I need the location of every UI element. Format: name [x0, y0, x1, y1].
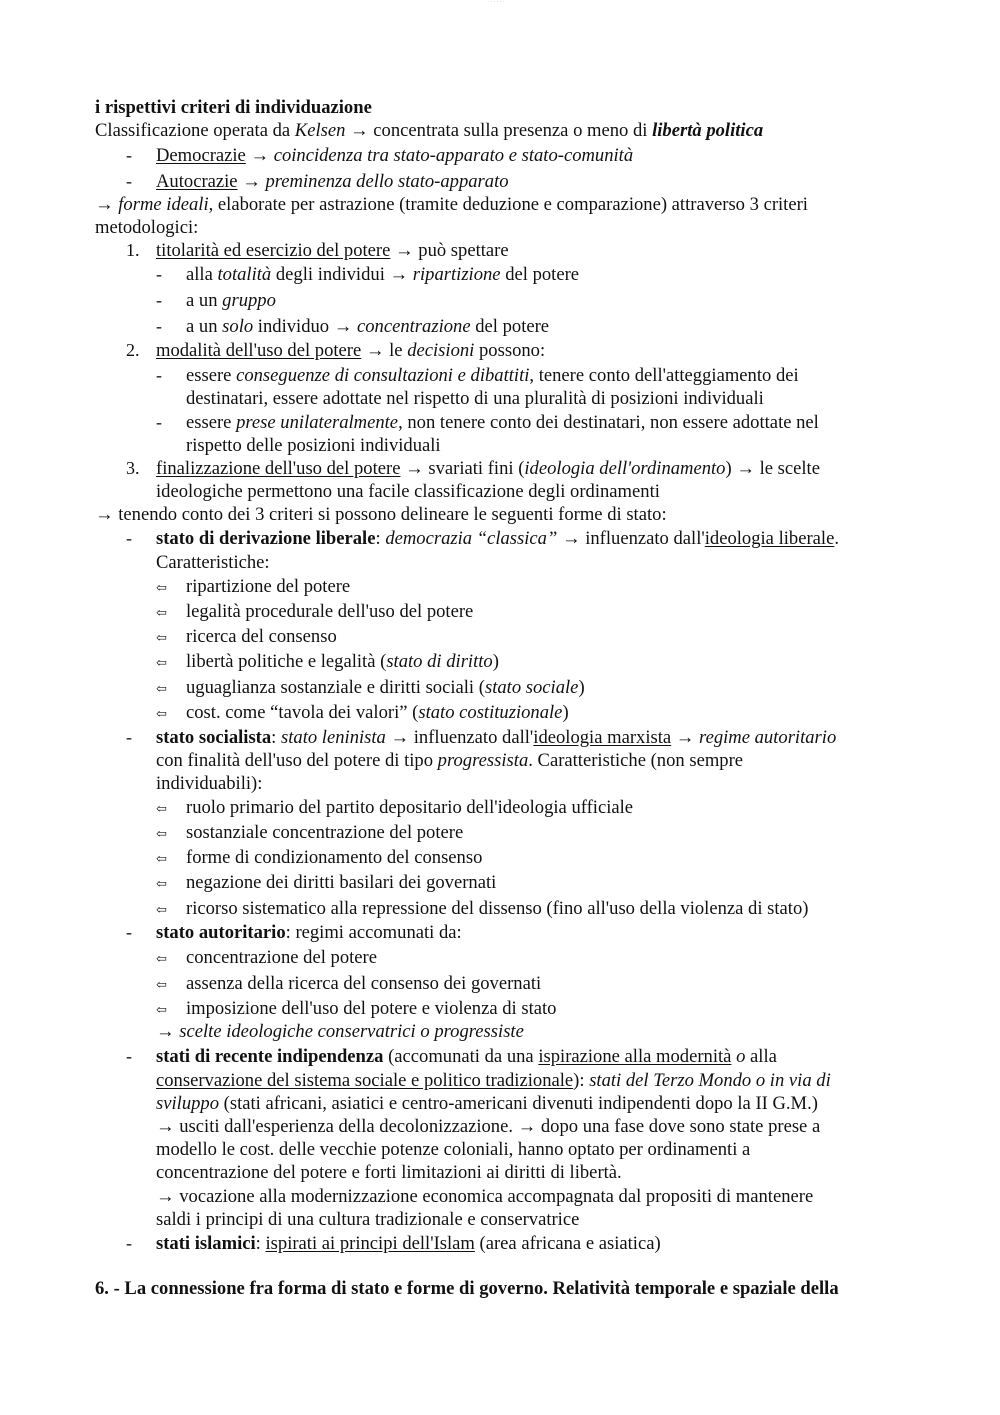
text-line	[156, 1138, 750, 1161]
text-segment: alla	[745, 1046, 777, 1067]
text-segment: ideologia dell'ordinamento	[524, 458, 726, 479]
text-segment: a un	[186, 316, 223, 337]
text-segment: : regimi accomunati da:	[285, 922, 462, 943]
text-segment: democrazia “classica”	[385, 528, 558, 549]
text-segment: stati del Terzo Mondo o in via di	[589, 1070, 831, 1091]
text-line	[186, 972, 541, 995]
text-segment: )	[492, 651, 499, 672]
list-bullet: -	[156, 365, 162, 385]
text-line	[186, 625, 337, 648]
text-segment: , non tenere conto dei destinatari, non essere adottate nel	[398, 412, 819, 433]
text-segment: stato sociale	[484, 677, 579, 698]
text-segment: Caratteristiche:	[156, 552, 270, 573]
text-line	[186, 434, 441, 457]
list-bullet: ⇦	[156, 1002, 167, 1017]
text-line	[95, 96, 372, 119]
text-segment: progressista	[437, 750, 529, 771]
text-line	[156, 749, 743, 772]
text-segment: , tenere conto dell'atteggiamento dei	[529, 365, 799, 386]
text-segment: stati di recente indipendenza	[156, 1046, 384, 1067]
text-segment: del potere	[500, 264, 580, 285]
text-segment: del potere	[470, 316, 550, 337]
text-segment: conservazione del sistema sociale e politico tradizionale	[156, 1070, 574, 1091]
text-segment: (area africana e asiatica)	[474, 1233, 661, 1254]
list-bullet: ⇦	[156, 655, 167, 670]
text-segment: ideologia liberale	[704, 528, 835, 549]
text-line	[186, 701, 569, 724]
page-header-tag: · · · · · ·	[488, 0, 505, 5]
text-segment: stato costituzionale	[418, 702, 563, 723]
list-bullet: ⇦	[156, 580, 167, 595]
text-segment: .	[834, 528, 839, 549]
text-segment: modello le cost. delle vecchie potenze coloniali, hanno optato per ordinamenti a	[156, 1139, 751, 1160]
text-segment: prese unilateralmente	[236, 412, 399, 433]
text-segment: ripartizione	[412, 264, 501, 285]
text-segment: uguaglianza sostanziale e diritti sociali (	[186, 677, 485, 698]
text-segment: stato di derivazione liberale	[156, 528, 376, 549]
text-segment: a un	[186, 290, 223, 311]
list-bullet: ⇦	[156, 977, 167, 992]
text-segment: ripartizione del potere	[186, 576, 351, 597]
text-segment: →	[95, 194, 119, 215]
text-segment: ricerca del consenso	[186, 626, 337, 647]
text-segment: assenza della ricerca del consenso dei governati	[186, 973, 542, 994]
text-segment: → svariati fini (	[400, 458, 525, 479]
list-bullet: -	[156, 316, 162, 336]
text-line	[186, 676, 585, 699]
text-segment: →	[156, 1021, 180, 1042]
text-segment: . Caratteristiche (non sempre	[528, 750, 744, 771]
text-segment: finalizzazione dell'uso del potere	[156, 458, 401, 479]
list-bullet: -	[126, 171, 132, 191]
text-segment: →	[245, 145, 274, 166]
text-segment: ) → le scelte	[725, 458, 820, 479]
text-segment: → influenzato dall'	[385, 727, 534, 748]
text-line	[156, 1208, 579, 1231]
list-bullet: -	[156, 412, 162, 432]
text-line	[95, 1277, 839, 1300]
text-segment: preminenza dello stato-apparato	[265, 171, 509, 192]
text-segment: saldi i principi di una cultura tradizionale e conservatrice	[156, 1209, 580, 1230]
text-segment: sostanziale concentrazione del potere	[186, 822, 464, 843]
text-segment: )	[578, 677, 585, 698]
list-bullet: -	[126, 1233, 132, 1253]
text-line	[156, 726, 836, 749]
list-bullet: -	[126, 528, 132, 548]
text-line	[95, 119, 763, 142]
text-segment: stato autoritario	[156, 922, 286, 943]
text-segment: (stati africani, asiatici e centro-americani divenuti indipendenti dopo la II G.M.)	[219, 1093, 818, 1114]
text-segment: , elaborate per astrazione (tramite deduzione e comparazione) attraverso 3 criteri	[208, 194, 808, 215]
text-segment: ispirati ai principi dell'Islam	[265, 1233, 475, 1254]
text-line	[186, 897, 808, 920]
text-line	[186, 600, 473, 623]
list-number: 1.	[126, 240, 140, 260]
text-segment: cost. come “tavola dei valori” (	[186, 702, 419, 723]
text-line	[156, 1161, 622, 1184]
text-segment: destinatari, essere adottate nel rispetto di una pluralità di posizioni individuali	[186, 388, 764, 409]
text-segment: conseguenze di consultazioni e dibattiti	[236, 365, 530, 386]
text-segment: ricorso sistematico alla repressione del dissenso (fino all'uso della violenza di stato)	[186, 898, 809, 919]
text-segment: Democrazie	[156, 145, 246, 166]
text-segment: ruolo primario del partito depositario dell'ideologia ufficiale	[186, 797, 634, 818]
text-line	[186, 846, 482, 869]
list-bullet: -	[126, 922, 132, 942]
list-bullet: ⇦	[156, 851, 167, 866]
text-segment: → vocazione alla modernizzazione economica accompagnata dal propositi di mantenere	[156, 1186, 814, 1207]
list-number: 3.	[126, 458, 140, 478]
text-segment: legalità procedurale dell'uso del potere	[186, 601, 474, 622]
text-segment: concentrazione del potere e forti limitazioni ai diritti di libertà.	[156, 1162, 622, 1183]
text-segment: essere	[186, 412, 237, 433]
text-segment: individuo →	[253, 316, 357, 337]
text-line	[156, 772, 262, 795]
text-segment: concentrazione del potere	[186, 947, 377, 968]
text-line	[156, 551, 270, 574]
text-segment: Classificazione operata da	[95, 120, 295, 141]
text-segment: → concentrata sulla presenza o meno di	[345, 120, 653, 141]
text-segment: stato di diritto	[386, 651, 493, 672]
text-segment: o	[736, 1046, 746, 1067]
list-bullet: ⇦	[156, 605, 167, 620]
text-line	[186, 263, 579, 286]
text-line	[95, 216, 198, 239]
text-line	[186, 315, 549, 338]
text-line	[156, 1069, 831, 1092]
text-segment: → influenzato dall'	[557, 528, 705, 549]
text-segment: :	[271, 727, 281, 748]
text-segment: forme ideali	[118, 194, 209, 215]
text-line	[186, 289, 276, 312]
text-line	[95, 503, 667, 526]
text-segment: forme di condizionamento del consenso	[186, 847, 483, 868]
text-line	[186, 364, 799, 387]
text-segment: :	[375, 528, 386, 549]
text-segment: →	[237, 171, 266, 192]
text-segment: → le	[361, 340, 408, 361]
text-segment: con finalità dell'uso del potere di tipo	[156, 750, 438, 771]
text-segment: sviluppo	[156, 1093, 220, 1114]
text-line	[186, 575, 350, 598]
list-bullet: ⇦	[156, 630, 167, 645]
text-segment: negazione dei diritti basilari dei governati	[186, 872, 497, 893]
text-segment: solo	[222, 316, 254, 337]
text-line	[156, 339, 545, 362]
text-segment: stati islamici	[156, 1233, 256, 1254]
list-bullet: ⇦	[156, 876, 167, 891]
text-segment: 6. - La connessione fra forma di stato e forme di governo. Relatività temporale e spaziale della	[95, 1278, 839, 1299]
text-line	[156, 1185, 813, 1208]
text-line	[156, 1115, 820, 1138]
text-segment: alla	[186, 264, 218, 285]
text-line	[156, 1045, 777, 1068]
text-segment: gruppo	[222, 290, 276, 311]
text-line	[186, 821, 463, 844]
text-line	[186, 997, 556, 1020]
text-line	[156, 1020, 524, 1043]
text-segment: libertà politica	[652, 120, 764, 141]
text-line	[95, 193, 808, 216]
list-number: 2.	[126, 340, 140, 360]
list-bullet: ⇦	[156, 902, 167, 917]
list-bullet: ⇦	[156, 706, 167, 721]
text-line	[186, 796, 633, 819]
text-segment: coincidenza tra stato-apparato e stato-comunità	[273, 145, 634, 166]
text-line	[186, 411, 819, 434]
text-segment: )	[562, 702, 569, 723]
text-line	[186, 946, 377, 969]
text-segment: stato leninista	[281, 727, 386, 748]
text-line	[156, 144, 633, 167]
text-segment: libertà politiche e legalità (	[186, 651, 387, 672]
text-segment: degli individui →	[271, 264, 413, 285]
text-line	[156, 170, 509, 193]
text-segment: →	[671, 727, 700, 748]
text-segment: ideologia marxista	[533, 727, 672, 748]
text-segment: decisioni	[407, 340, 475, 361]
text-segment: :	[255, 1233, 266, 1254]
text-segment: possono:	[474, 340, 546, 361]
text-segment: imposizione dell'uso del potere e violenza di stato	[186, 998, 557, 1019]
text-segment: → usciti dall'esperienza della decolonizzazione. → dopo una fase dove sono state prese a	[156, 1116, 821, 1137]
list-bullet: -	[126, 145, 132, 165]
text-segment: totalità	[217, 264, 272, 285]
text-line	[186, 871, 496, 894]
text-line	[156, 239, 509, 262]
text-line	[186, 650, 499, 673]
text-segment: (accomunati da una	[383, 1046, 539, 1067]
text-line	[156, 457, 820, 480]
text-line	[156, 921, 462, 944]
text-segment: modalità dell'uso del potere	[156, 340, 362, 361]
text-segment: Kelsen	[294, 120, 346, 141]
list-bullet: -	[126, 727, 132, 747]
text-segment: stato socialista	[156, 727, 272, 748]
text-segment: essere	[186, 365, 237, 386]
text-segment: ispirazione alla modernità	[538, 1046, 732, 1067]
list-bullet: ⇦	[156, 826, 167, 841]
text-segment: Autocrazie	[156, 171, 238, 192]
text-segment: ideologiche permettono una facile classificazione degli ordinamenti	[156, 481, 660, 502]
text-line	[156, 480, 660, 503]
text-line	[156, 1232, 661, 1255]
text-line	[156, 527, 839, 550]
text-line	[186, 387, 764, 410]
text-segment: concentrazione	[356, 316, 471, 337]
text-segment: → può spettare	[390, 240, 509, 261]
text-segment: metodologici:	[95, 217, 199, 238]
text-segment: scelte ideologiche conservatrici o progressiste	[179, 1021, 524, 1042]
text-segment: titolarità ed esercizio del potere	[156, 240, 391, 261]
list-bullet: ⇦	[156, 801, 167, 816]
list-bullet: -	[156, 264, 162, 284]
text-segment: regime autoritario	[699, 727, 837, 748]
list-bullet: ⇦	[156, 681, 167, 696]
text-segment: individuabili):	[156, 773, 263, 794]
list-bullet: -	[126, 1046, 132, 1066]
text-segment: ):	[573, 1070, 590, 1091]
text-segment: i rispettivi criteri di individuazione	[95, 97, 372, 118]
list-bullet: -	[156, 290, 162, 310]
text-line	[156, 1092, 818, 1115]
text-segment: rispetto delle posizioni individuali	[186, 435, 441, 456]
list-bullet: ⇦	[156, 951, 167, 966]
text-segment: → tenendo conto dei 3 criteri si possono delineare le seguenti forme di stato:	[95, 504, 667, 525]
